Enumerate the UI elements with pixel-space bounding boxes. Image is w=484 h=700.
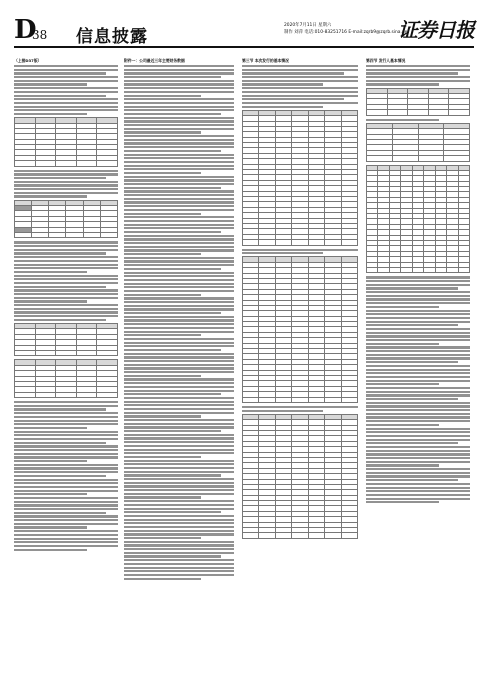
issuance-table <box>242 414 358 539</box>
column-2 <box>124 56 234 581</box>
column-3 <box>242 56 358 542</box>
newspaper-logo: 证券日报 <box>398 18 474 42</box>
financial-table <box>14 200 118 239</box>
section-title: 信息披露 <box>76 27 148 47</box>
column-1 <box>14 56 118 552</box>
pricing-table <box>366 165 470 274</box>
financial-table <box>14 323 118 356</box>
column-heading: 第四节 发行人基本情况 <box>366 58 406 63</box>
date-line: 2020年7月11日 星期六 <box>284 23 332 28</box>
issuance-table <box>242 110 358 246</box>
column-4 <box>366 56 470 505</box>
column-heading: （上接D37版） <box>14 58 42 63</box>
page-code <box>14 15 48 45</box>
page-number: 38 <box>32 28 48 42</box>
page-letter: D <box>14 15 37 45</box>
issuance-table <box>242 256 358 403</box>
shareholder-table <box>366 88 470 116</box>
shareholder-table <box>366 123 470 162</box>
financial-table <box>14 359 118 398</box>
financial-table <box>14 117 118 167</box>
masthead <box>14 16 474 48</box>
contact-line: 制作 刘萍 电话:010-83251716 E-mail:zqrb9@zqrb.sina.net <box>284 30 410 35</box>
column-heading: 第三节 本次发行的基本情况 <box>242 58 289 63</box>
column-heading: 附件一：公司最近三年主要财务数据 <box>124 58 185 63</box>
